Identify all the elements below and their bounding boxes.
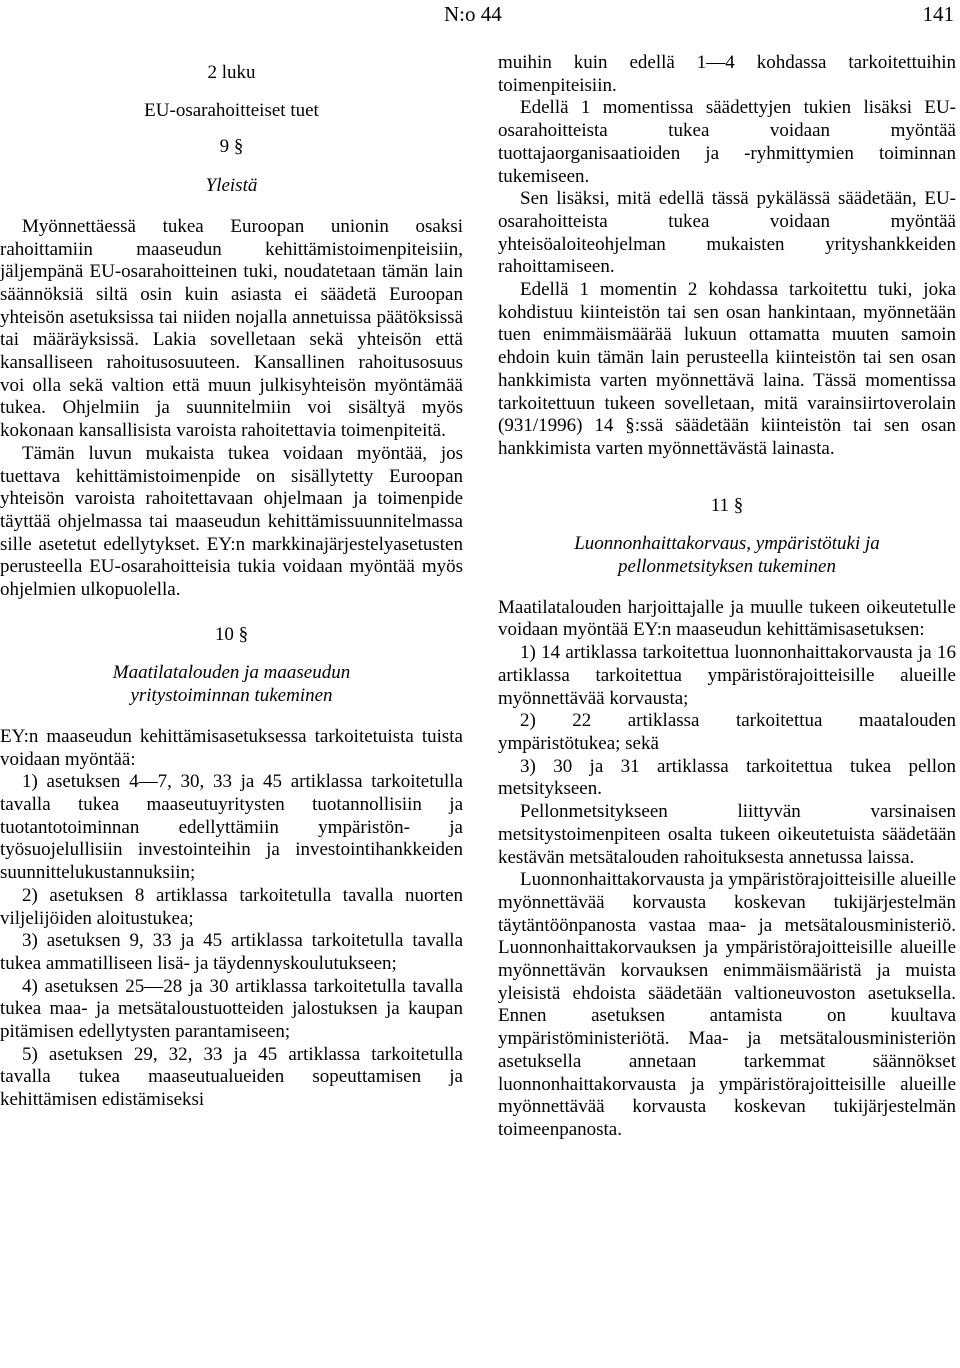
section-10-item-1: 1) asetuksen 4—7, 30, 33 ja 45 artiklassa tarkoitetulla tavalla tukea maaseutuyritysten tuotannollisiin ja tuotantotoiminnan edellyttämiin ympäristön- ja työsuojelullisiin investointeihin ja investointihankkeiden suunnittelukustannuksiin; bbox=[0, 771, 463, 884]
left-column bbox=[0, 52, 463, 1112]
section-9-number: 9 § bbox=[219, 136, 244, 158]
section-11-item-3: 3) 30 ja 31 artiklassa tarkoitettua tukea pellon metsitykseen. bbox=[498, 755, 956, 800]
section-11-title-line-2: pellonmetsityksen tukeminen bbox=[618, 556, 836, 578]
section-11-paragraph-3: Luonnonhaittakorvausta ja ympäristörajoitteisille alueille myönnettävää korvausta koskevan tukijärjestelmän täytäntöönpanosta vastaa maa- ja metsätalousministeriö. Luonnonhaittakorvauksen ja ympäristörajoitteisille alueille myönnettävän korvauksen enimmäismääristä ja muista yleisistä ehdoista säädetään valtioneuvoston asetuksella. Ennen asetuksen antamista on kuultava ympäristöministeriötä. Maa- ja metsätalousministeriön asetuksella annetaan tarkemmat säännökset luonnonhaittakorvausta ja ympäristörajoitteisille alueille myönnettävää korvausta koskevan tukijärjestelmän toimeenpanosta. bbox=[498, 869, 956, 1140]
section-9-title: Yleistä bbox=[205, 175, 258, 197]
section-11-title-line-1: Luonnonhaittakorvaus, ympäristötuki ja bbox=[574, 533, 880, 555]
section-9-paragraph-2: Tämän luvun mukaista tukea voidaan myöntää, jos tuettava kehittämistoimenpide on sisällytetty Euroopan yhteisön varoista rahoitettavaan ohjelmaan ja toimenpide täyttää ohjelmassa tai maaseudun kehittämissuunnitelmassa sille asetetut edellytykset. EY:n markkinajärjestelyasetusten perusteella EU-osarahoitteisia tukia voidaan myöntää myös ohjelmien ulkopuolella. bbox=[0, 442, 463, 601]
section-11-item-1: 1) 14 artiklassa tarkoitettua luonnonhaittakorvausta ja 16 artiklassa tarkoitettua ympäristörajoitteisille alueille myönnettävää korvausta; bbox=[498, 642, 956, 709]
section-10-item-3: 3) asetuksen 9, 33 ja 45 artiklassa tarkoitetulla tavalla tukea ammatilliseen lisä- ja täydennyskoulutukseen; bbox=[0, 930, 463, 974]
section-11-intro: Maatilatalouden harjoittajalle ja muulle tukeen oikeutetulle voidaan myöntää EY:n maaseudun kehittämisasetuksen: bbox=[498, 596, 956, 641]
section-11-paragraph-2: Pellonmetsitykseen liittyvän varsinaisen metsitystoimenpiteen osalta tukeen oikeutetuista säädetään kestävän metsätalouden rahoituksesta annetussa laissa. bbox=[498, 801, 956, 868]
section-11-item-2: 2) 22 artiklassa tarkoitettua maatalouden ympäristötukea; sekä bbox=[498, 710, 956, 754]
section-10-intro: EY:n maaseudun kehittämisasetuksessa tarkoitetuista tuista voidaan myöntää: bbox=[0, 725, 463, 770]
page-header bbox=[0, 2, 960, 30]
section-10-paragraph-3: Sen lisäksi, mitä edellä tässä pykälässä säädetään, EU-osarahoitteista tukea voidaan myöntää yhteisöaloiteohjelman mukaisten yrityshankkeiden rahoittamiseen. bbox=[498, 188, 956, 278]
section-10-paragraph-2: Edellä 1 momentissa säädettyjen tukien lisäksi EU-osarahoitteista tukea voidaan myöntää tuottajaorganisaatioiden ja -ryhmittymien toiminnan tukemiseen. bbox=[498, 97, 956, 187]
section-10-paragraph-4: Edellä 1 momentin 2 kohdassa tarkoitettu tuki, joka kohdistuu kiinteistön tai sen osan hankintaan, myönnetään tuen enimmäismäärää lukuun ottamatta muuten samoin ehdoin kuin tämän lain perusteella kiinteistön tai sen osan hankkimista varten myönnettävä laina. Tässä momentissa tarkoitettuun tukeen sovelletaan, mitä varainsiirtoverolain (931/1996) 14 §:ssä säädetään kiinteistön tai sen osan hankkimista varten myönnettävästä lainasta. bbox=[498, 279, 956, 459]
chapter-title: EU-osarahoitteiset tuet bbox=[144, 99, 319, 121]
section-10-title-line-1: Maatilatalouden ja maaseudun bbox=[112, 662, 351, 684]
statute-number: N:o 44 bbox=[444, 2, 502, 26]
section-10-number: 10 § bbox=[214, 623, 249, 645]
page-number: 141 bbox=[922, 2, 954, 26]
chapter-number: 2 luku bbox=[207, 62, 256, 83]
section-10-item-5: 5) asetuksen 29, 32, 33 ja 45 artiklassa tarkoitetulla tavalla tukea maaseutualueiden sopeuttamisen ja kehittämisen edistämiseksi bbox=[0, 1043, 463, 1111]
right-column bbox=[498, 52, 956, 1142]
section-10-continuation: muihin kuin edellä 1—4 kohdassa tarkoitettuihin toimenpiteisiin. bbox=[498, 52, 956, 96]
section-10-item-2: 2) asetuksen 8 artiklassa tarkoitetulla tavalla nuorten viljelijöiden aloitustukea; bbox=[0, 884, 463, 929]
section-9-paragraph-1: Myönnettäessä tukea Euroopan unionin osaksi rahoittamiin maaseudun kehittämistoimenpiteisiin, jäljempänä EU-osarahoitteinen tuki, noudatetaan tämän lain säännöksiä siltä osin kuin asiasta ei säädetä Euroopan yhteisön asetuksissa tai niiden nojalla annetuissa päätöksissä tai määräyksissä. Lakia sovelletaan sekä yhteisön että kansalliseen rahoitusosuuteen. Kansallinen rahoitusosuus voi olla sekä valtion että muun julkisyhteisön myöntämää tukea. Ohjelmiin ja suunnitelmiin voi sisältyä myös kokonaan kansallisista varoista rahoitettavia toimenpiteitä. bbox=[0, 215, 463, 442]
section-11-number: 11 § bbox=[710, 494, 744, 516]
section-10-item-4: 4) asetuksen 25—28 ja 30 artiklassa tarkoitetulla tavalla tukea maa- ja metsätaloustuotteiden jalostuksen ja kaupan pitämisen edellytysten parantamiseen; bbox=[0, 975, 463, 1043]
section-10-title-line-2: yritystoiminnan tukeminen bbox=[130, 685, 333, 707]
